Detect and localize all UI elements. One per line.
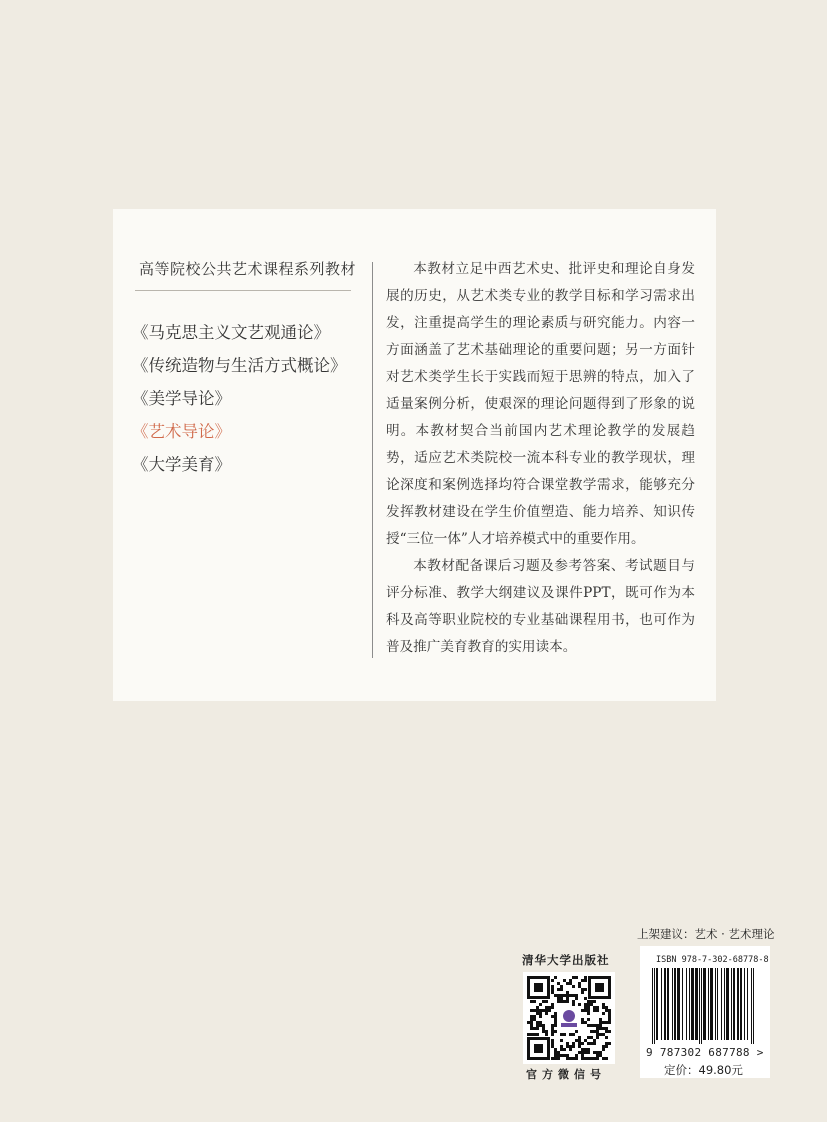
description-paragraph: 本教材配备课后习题及参考答案、考试题目与评分标准、教学大纲建议及课件PPT，既可作为本科及高等职业院校的专业基础课程用书，也可作为普及推广美育教育的实用读本。: [386, 558, 695, 655]
book-list: [132, 316, 347, 481]
series-title: 高等院校公共艺术课程系列教材: [139, 260, 357, 278]
publisher-name: 清华大学出版社: [522, 953, 610, 967]
price-label: 定价：49.80元: [664, 1063, 743, 1077]
book-title: 《传统造物与生活方式概论》: [132, 356, 347, 375]
column-divider: [372, 262, 373, 658]
isbn-barcode: [652, 968, 758, 1044]
series-divider: [135, 290, 351, 291]
book-title: 《马克思主义文艺观通论》: [132, 323, 330, 342]
book-description: [386, 256, 695, 661]
book-title: 《大学美育》: [132, 455, 231, 474]
isbn-label: ISBN 978-7-302-68778-8: [656, 955, 769, 965]
barcode-digits: 9 787302 687788 >: [646, 1046, 764, 1059]
wechat-qr-code: [523, 972, 615, 1064]
shelf-suggestion: 上架建议：艺术 · 艺术理论: [637, 927, 775, 941]
description-paragraph: 本教材立足中西艺术史、批评史和理论自身发展的历史，从艺术类专业的教学目标和学习需求出发，注重提高学生的理论素质与研究能力。内容一方面涵盖了艺术基础理论的重要问题；另一方面针对艺术类学生长于实践而短于思辨的特点，加入了适量案例分析，使艰深的理论问题得到了形象的说明。本教材契合当前国内艺术理论教学的发展趋势，适应艺术类院校一流本科专业的教学现状，理论深度和案例选择均符合课堂教学需求，能够充分发挥教材建设在学生价值塑造、能力培养、知识传授“三位一体”人才培养模式中的重要作用。: [386, 261, 695, 547]
qr-caption: 官方微信号: [526, 1068, 606, 1081]
book-title: 《美学导论》: [132, 389, 231, 408]
book-title-current: 《艺术导论》: [132, 422, 231, 441]
